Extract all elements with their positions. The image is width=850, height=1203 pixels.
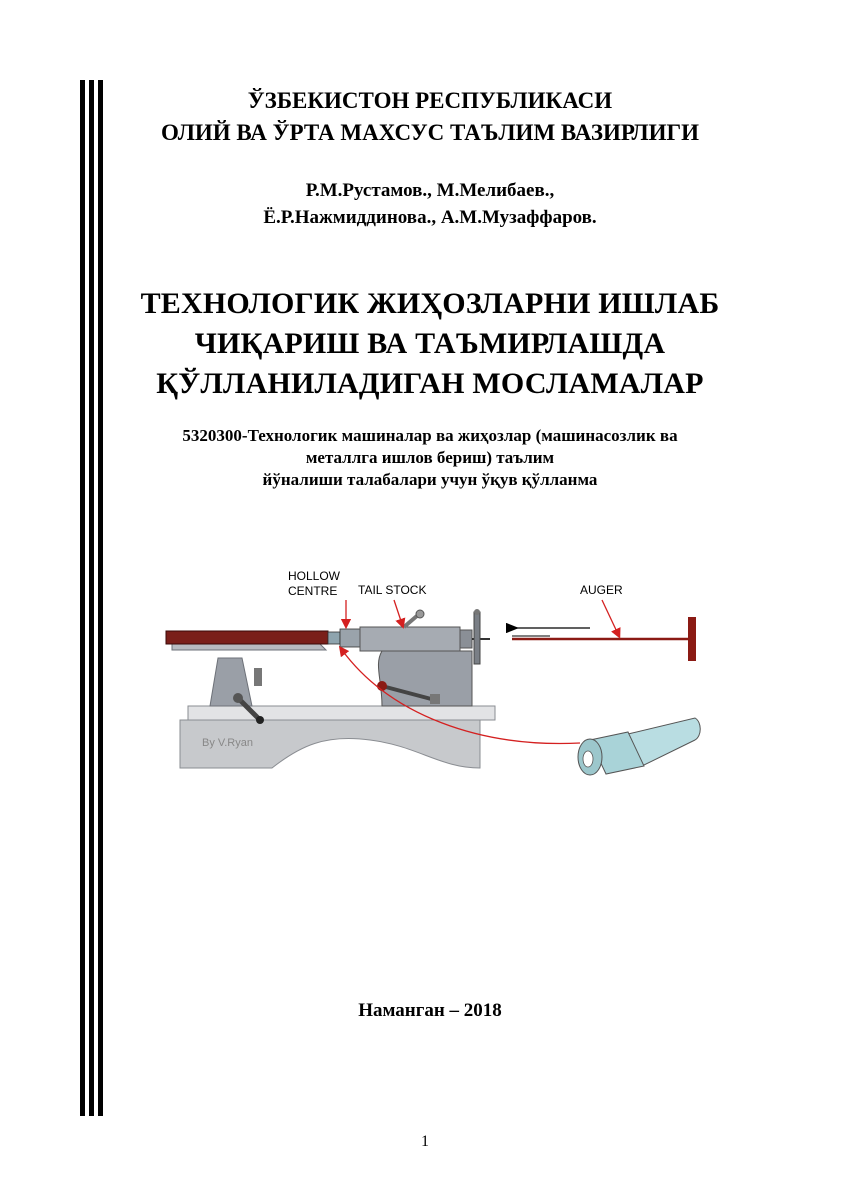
hollow-centre-enlarged: [578, 718, 700, 775]
label-auger: AUGER: [580, 583, 623, 597]
credit-text: By V.Ryan: [202, 737, 253, 749]
tailstock-pointer: [394, 600, 402, 624]
subtitle-line-3: йўналиши талабалари учун ўқув қўлланма: [262, 470, 598, 489]
city-year: Наманган – 2018: [358, 1000, 502, 1021]
book-subtitle: [104, 425, 756, 491]
book-title: [104, 284, 756, 404]
title-line-3: ҚЎЛЛАНИЛАДИГАН МОСЛАМАЛАР: [156, 367, 704, 400]
subtitle-line-2: металлга ишлов бериш) таълим: [305, 448, 555, 467]
vertical-bar: [89, 80, 94, 1116]
label-tailstock: TAIL STOCK: [358, 583, 427, 597]
ministry-heading: [104, 85, 756, 149]
auger: [512, 617, 696, 661]
label-hollow-line1: HOLLOW: [288, 569, 341, 583]
decorative-vertical-bars: [80, 80, 104, 1116]
subtitle-line-1: 5320300-Технологик машиналар ва жиҳозлар (машинасозлик ва: [182, 426, 678, 445]
ministry-line-2: ОЛИЙ ВА ЎРТА МАХСУС ТАЪЛИМ ВАЗИРЛИГИ: [160, 120, 700, 145]
label-hollow-line2: CENTRE: [288, 584, 338, 598]
page-number: 1: [421, 1133, 429, 1150]
vertical-bar: [98, 80, 103, 1116]
vertical-bar: [80, 80, 85, 1116]
title-line-2: ЧИҚАРИШ ВА ТАЪМИРЛАШДА: [194, 327, 666, 360]
lathe-tailstock-illustration: [150, 560, 720, 790]
authors-line-1: Р.М.Рустамов., М.Мелибаев.,: [305, 180, 555, 201]
ministry-line-1: ЎЗБЕКИСТОН РЕСПУБЛИКАСИ: [247, 88, 613, 113]
hollow-centre: [328, 629, 360, 647]
wood-workpiece: [166, 631, 328, 644]
authors: [104, 177, 756, 231]
auger-pointer: [602, 600, 618, 634]
authors-line-2: Ё.Р.Нажмиддинова., А.М.Музаффаров.: [263, 207, 597, 228]
title-line-1: ТЕХНОЛОГИК ЖИҲОЗЛАРНИ ИШЛАБ: [140, 287, 720, 320]
tailstock: [360, 609, 490, 706]
